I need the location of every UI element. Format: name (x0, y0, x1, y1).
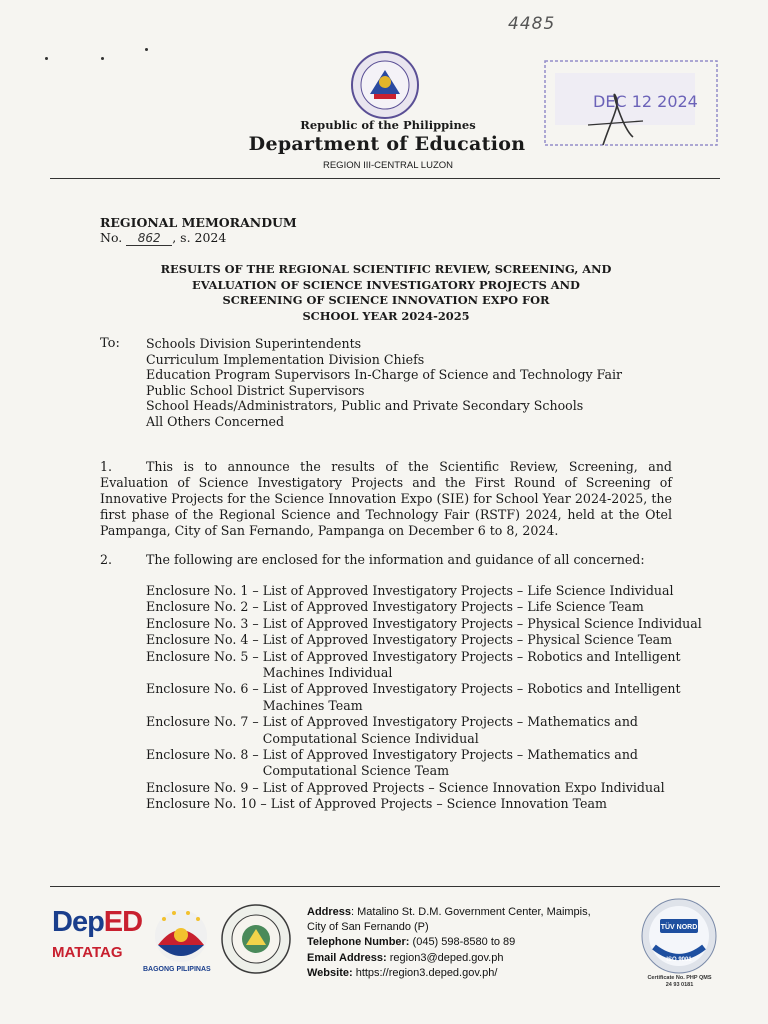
enclosure-number: Enclosure No. 6 – (146, 681, 263, 697)
enclosure-description: List of Approved Investigatory Projects – Robotics and Intelligent Machines Team (262, 681, 681, 713)
address-label: Address (307, 906, 352, 918)
enclosure-description: List of Approved Investigatory Projects – Robotics and Intelligent Machines Individual (262, 648, 681, 681)
enclosure-list (146, 583, 706, 813)
website-value[interactable]: https://region3.deped.gov.ph/ (352, 966, 498, 979)
matatag-logo: MATATAG (52, 944, 123, 961)
enclosure-item (146, 599, 706, 615)
phone-value: (045) 598-8580 to 89 (409, 936, 516, 949)
recipient: Public School District Supervisors (146, 382, 365, 398)
deped-logo-ed: ED (103, 906, 143, 938)
title-line: SCREENING OF SCIENCE INNOVATION EXPO FOR (222, 293, 550, 307)
enclosure-item (146, 714, 706, 747)
recipient: Education Program Supervisors In-Charge of Science and Technology Fair (146, 367, 623, 383)
deped-footer-seal-icon (220, 903, 292, 975)
deped-logo (52, 906, 142, 939)
enclosure-description: List of Approved Investigatory Projects – Mathematics and Computational Science Individual (262, 714, 638, 746)
paragraph-1 (100, 459, 672, 539)
title-line: EVALUATION OF SCIENCE INVESTIGATORY PROJECTS AND (192, 277, 580, 292)
contact-block (307, 905, 591, 981)
enclosure-item (146, 747, 706, 780)
footer-divider (50, 886, 720, 887)
region-heading: REGION III-CENTRAL LUZON (322, 160, 454, 171)
phone-line (307, 935, 591, 950)
email-line (307, 951, 591, 966)
enclosure-item (146, 649, 706, 682)
email-label: Email Address: (307, 951, 387, 964)
cert-line: 24 93 0181 (665, 982, 694, 988)
enclosure-number: Enclosure No. 2 – (146, 599, 263, 615)
title-line: RESULTS OF THE REGIONAL SCIENTIFIC REVIEW, SCREENING, AND (160, 262, 612, 276)
header-divider (50, 178, 720, 179)
to-label: To: (100, 336, 120, 351)
address-line-2: City of San Fernando (P) (307, 921, 429, 934)
enclosure-number: Enclosure No. 1 – (146, 583, 263, 598)
certificate-number (632, 975, 727, 989)
received-stamp (543, 55, 719, 150)
paragraph-number: 1. (100, 459, 113, 474)
enclosure-number: Enclosure No. 3 – (146, 615, 263, 631)
stamp-date: DEC 12 2024 (593, 92, 698, 111)
memo-number-line (100, 230, 226, 246)
phone-label: Telephone Number: (307, 936, 410, 949)
handwritten-tracking-number: 4485 (508, 14, 556, 34)
recipient: All Others Concerned (146, 413, 285, 429)
deped-logo-text: DepED (52, 906, 143, 938)
enclosure-item (146, 681, 706, 714)
title-line: SCHOOL YEAR 2024-2025 (302, 308, 470, 323)
bagong-pilipinas-caption: BAGONG PILIPINAS (143, 966, 211, 973)
enclosure-number: Enclosure No. 7 – (146, 714, 263, 730)
enclosure-number: Enclosure No. 8 – (146, 747, 263, 763)
address-line (307, 905, 591, 920)
enclosure-description: List of Approved Investigatory Projects – Life Science Individual (262, 583, 674, 598)
enclosure-item (146, 583, 706, 599)
memo-type: REGIONAL MEMORANDUM (100, 215, 297, 230)
memo-no-prefix: No. (100, 230, 123, 245)
enclosure-description: List of Approved Investigatory Projects – Life Science Team (262, 599, 644, 615)
deped-seal-icon (350, 50, 420, 120)
enclosure-description: List of Approved Investigatory Projects – Physical Science Team (262, 632, 673, 648)
address-value: : Matalino St. D.M. Government Center, Maimpis, (351, 906, 591, 918)
website-label: Website: (307, 966, 353, 979)
enclosure-description: List of Approved Investigatory Projects – Mathematics and Computational Science Team (262, 747, 638, 779)
recipient: School Heads/Administrators, Public and Private Secondary Schools (146, 398, 584, 414)
paragraph-text: The following are enclosed for the information and guidance of all concerned: (146, 552, 645, 567)
iso-label: ISO 9001 (666, 957, 692, 963)
memo-series: , s. 2024 (172, 230, 227, 245)
tuv-iso-badge-icon (640, 897, 718, 975)
cert-line: Certificate No. PHP QMS (647, 975, 712, 981)
paragraph-text: This is to announce the results of the Scientific Review, Screening, and Evaluation of Science Investigatory Projects and the First Round of Screening of Innovative Projects for the Science Innovation Expo (SIE) for School Year 2024-2025, the first phase of the Regional Science and Technology Fair (RSTF) 2024, held at the Otel Pampanga, City of San Fernando, Pampanga on December 6 to 8, 2024. (100, 459, 672, 538)
recipient: Curriculum Implementation Division Chiefs (146, 351, 425, 367)
republic-heading: Republic of the Philippines (300, 118, 476, 132)
enclosure-number: Enclosure No. 5 – (146, 648, 263, 664)
enclosure-item (146, 616, 706, 632)
bagong-pilipinas-icon (150, 905, 212, 967)
memo-title (100, 262, 672, 324)
enclosure-item (146, 780, 706, 796)
recipient: Schools Division Superintendents (146, 336, 362, 351)
memo-no-value: 862 (126, 231, 172, 246)
tuv-label: TÜV NORD (660, 924, 698, 931)
enclosure-description: List of Approved Projects – Science Innovation Team (270, 796, 607, 812)
department-heading: Department of Education (248, 133, 526, 155)
recipient-list (146, 336, 622, 430)
email-value[interactable]: region3@deped.gov.ph (386, 951, 504, 964)
enclosure-item (146, 796, 706, 812)
paragraph-number: 2. (100, 552, 113, 567)
enclosure-number: Enclosure No. 9 – (146, 779, 263, 795)
enclosure-number: Enclosure No. 4 – (146, 632, 263, 648)
website-line (307, 966, 591, 981)
paragraph-2 (100, 552, 672, 568)
enclosure-description: List of Approved Projects – Science Innovation Expo Individual (262, 779, 665, 795)
enclosure-number: Enclosure No. 10 – (146, 796, 271, 812)
enclosure-item (146, 632, 706, 648)
enclosure-description: List of Approved Investigatory Projects – Physical Science Individual (262, 615, 702, 631)
